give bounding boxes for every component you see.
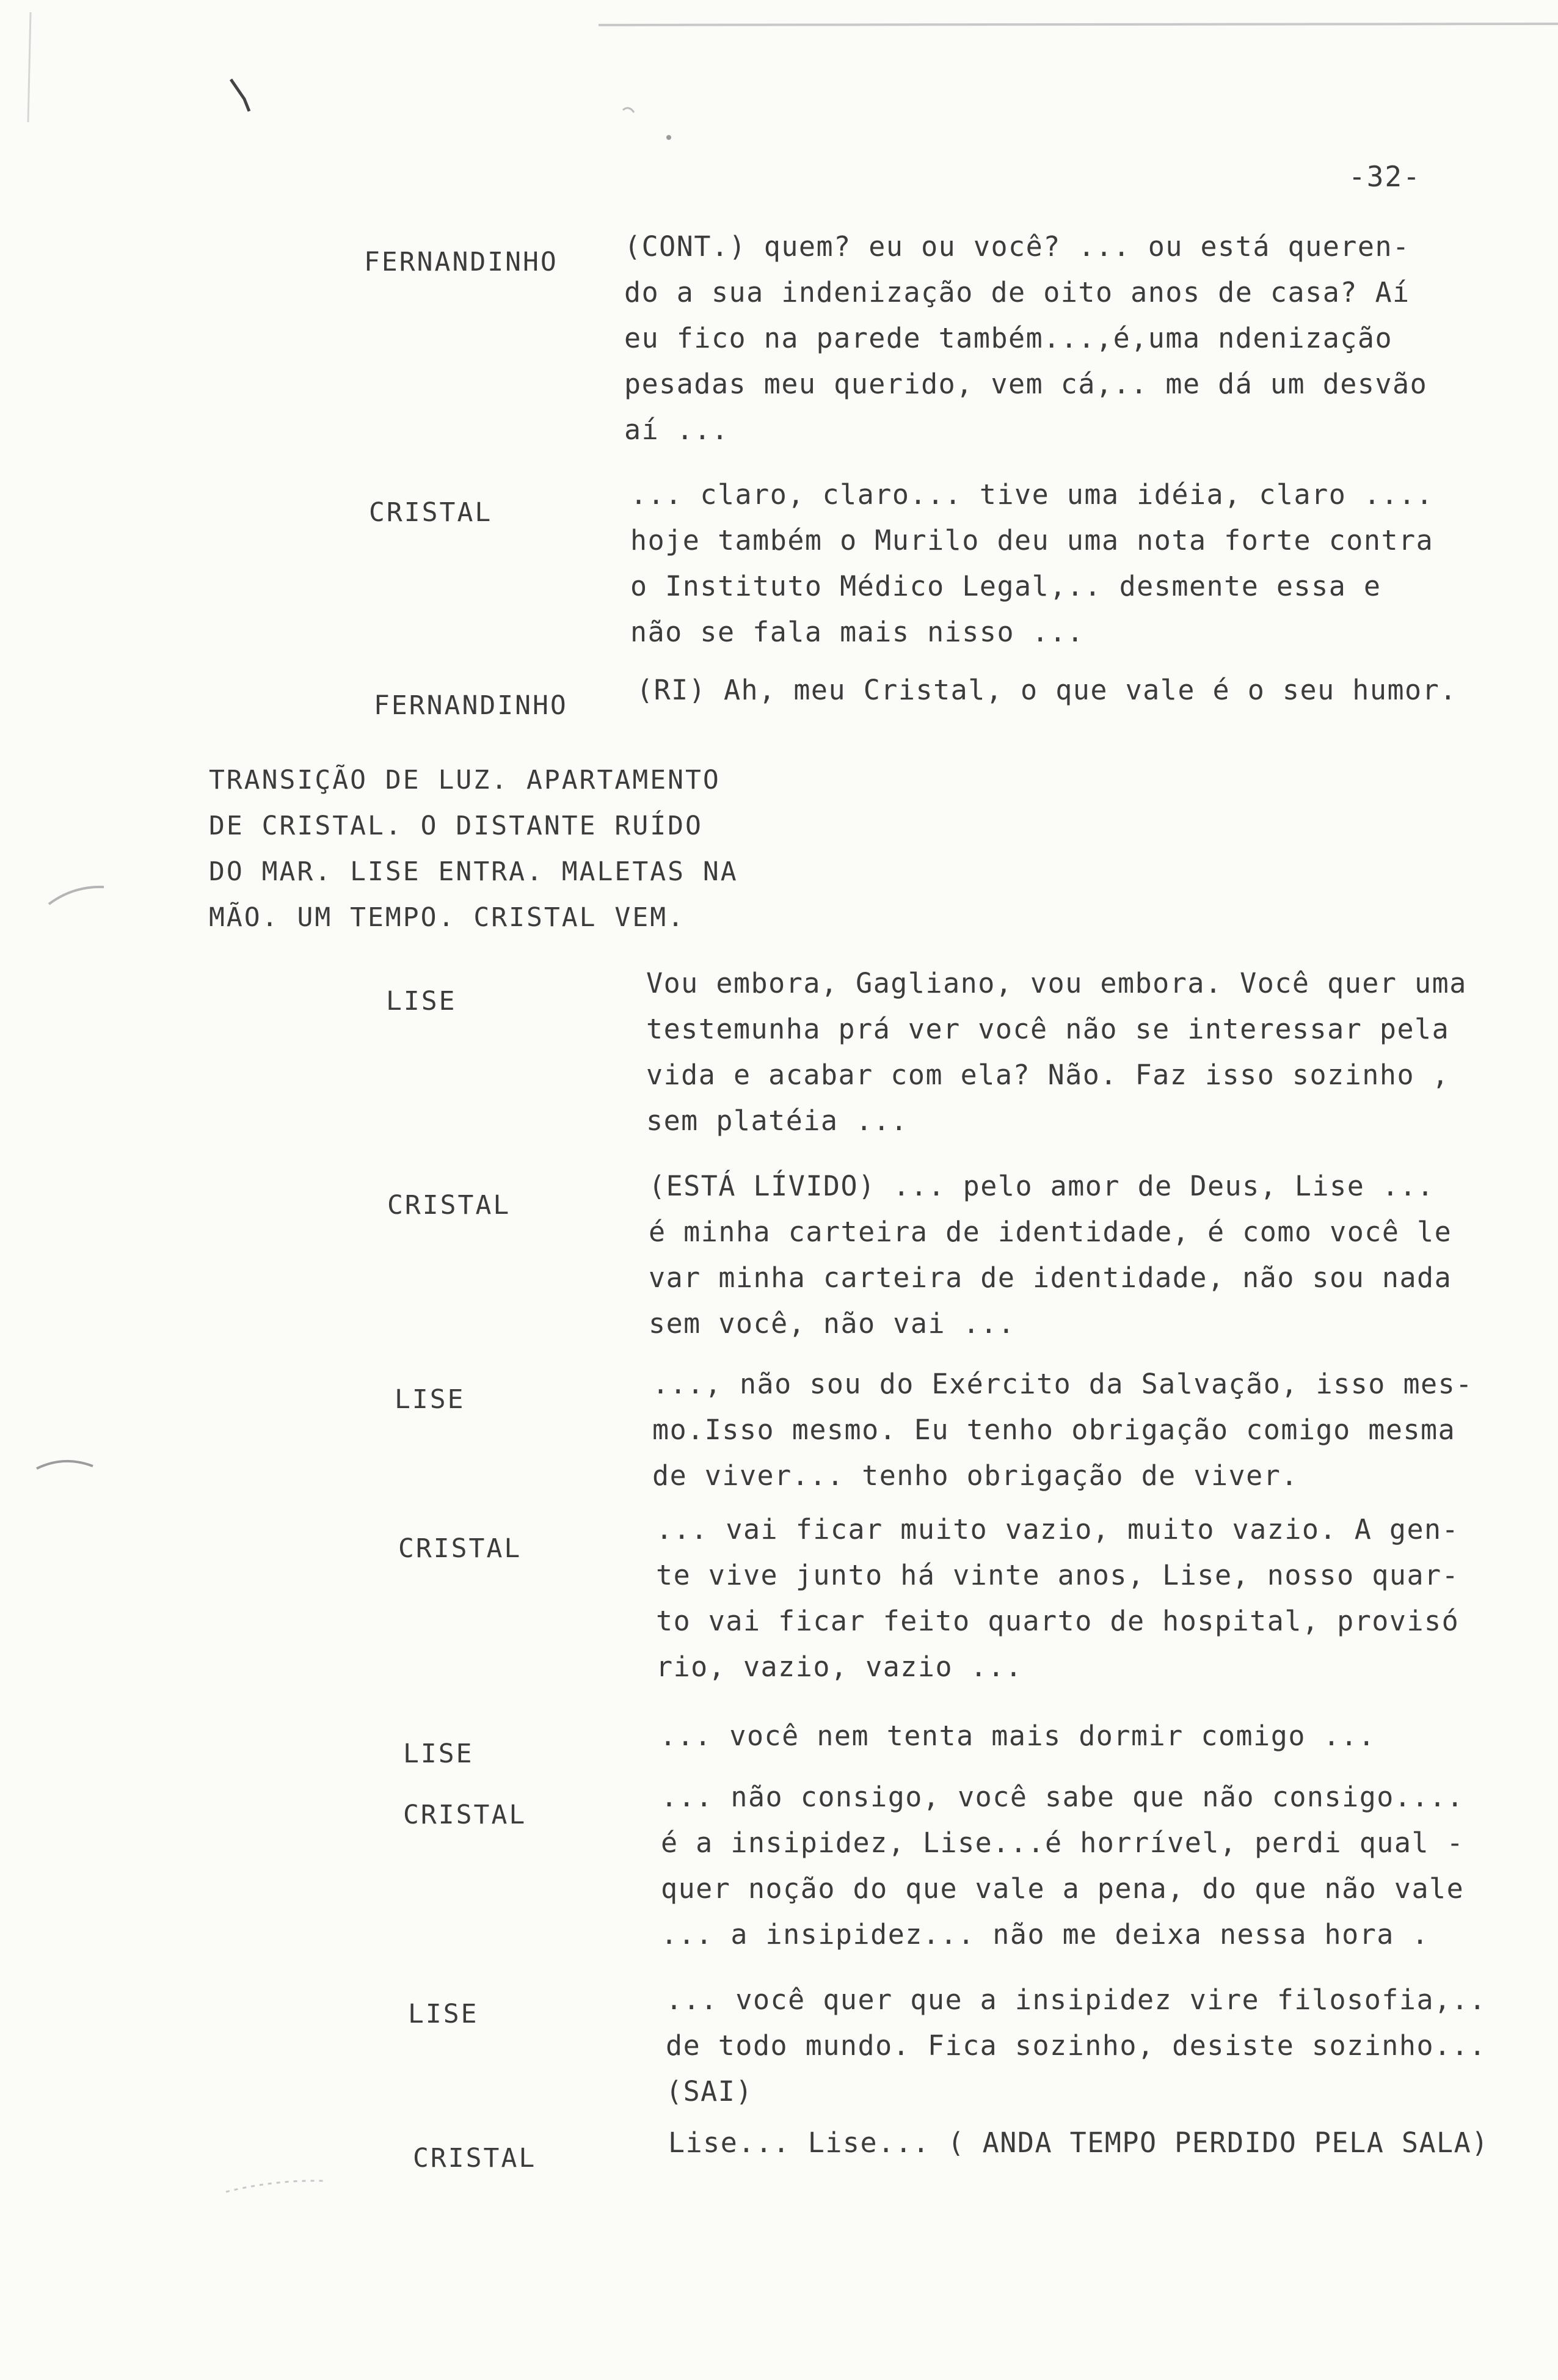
speech-line: é a insipidez, Lise...é horrível, perdi qual - (661, 1827, 1465, 1859)
stage-direction (209, 757, 738, 941)
scan-artifact-left-edge (6, 6, 43, 128)
speaker-label: CRISTAL (398, 1533, 522, 1564)
speech-line: Lise... Lise... ( ANDA TEMPO PERDIDO PELA SALA) (668, 2126, 1489, 2159)
speech-block (660, 1713, 1558, 1759)
stage-direction-line: TRANSIÇÃO DE LUZ. APARTAMENTO (209, 765, 721, 795)
speech-block (636, 667, 1558, 713)
stage-direction-line: DE CRISTAL. O DISTANTE RUÍDO (209, 811, 703, 841)
scan-artifact-top-line (599, 21, 1558, 29)
margin-mark-2 (31, 1448, 98, 1478)
speaker-label: CRISTAL (369, 497, 493, 528)
speech-block (656, 1506, 1558, 1690)
speaker-label: LISE (403, 1739, 474, 1769)
speaker-label: LISE (395, 1384, 465, 1415)
speech-block (649, 1163, 1558, 1346)
speech-line: ... você quer que a insipidez vire filosofia,.. (666, 1984, 1487, 2016)
speech-line: var minha carteira de identidade, não sou nada (649, 1261, 1452, 1294)
speech-line: ... a insipidez... não me deixa nessa hora . (661, 1918, 1430, 1951)
speech-line: mo.Isso mesmo. Eu tenho obrigação comigo mesma (652, 1414, 1456, 1446)
stray-dot-mark (611, 92, 684, 147)
speech-line: te vive junto há vinte anos, Lise, nosso quar- (656, 1559, 1460, 1591)
stage-direction-line: MÃO. UM TEMPO. CRISTAL VEM. (209, 902, 685, 933)
speech-line: ... não consigo, você sabe que não consigo.... (661, 1781, 1465, 1813)
speaker-label: FERNANDINHO (374, 690, 568, 721)
speech-line: vida e acabar com ela? Não. Faz isso sozinho , (646, 1059, 1450, 1091)
margin-mark-3 (220, 2175, 330, 2199)
speaker-label: CRISTAL (403, 1800, 527, 1830)
page-number: -32- (1349, 160, 1421, 193)
speech-line: ..., não sou do Exército da Salvação, isso mes- (652, 1368, 1473, 1400)
speech-line: Vou embora, Gagliano, vou embora. Você quer uma (646, 967, 1467, 999)
stage-direction-line: DO MAR. LISE ENTRA. MALETAS NA (209, 856, 738, 887)
speech-line: (ESTÁ LÍVIDO) ... pelo amor de Deus, Lise ... (649, 1170, 1435, 1202)
speech-line: rio, vazio, vazio ... (656, 1651, 1023, 1683)
speech-block (630, 472, 1558, 655)
speaker-label: LISE (408, 1999, 479, 2029)
speech-block (646, 960, 1558, 1144)
speech-line: de todo mundo. Fica sozinho, desiste sozinho... (666, 2029, 1487, 2062)
speech-block (668, 2120, 1558, 2166)
margin-mark-1 (43, 880, 110, 916)
speech-line: to vai ficar feito quarto de hospital, provisó (656, 1605, 1460, 1637)
speech-line: eu fico na parede também...,é,uma ndenização (624, 322, 1393, 354)
speech-block (661, 1774, 1558, 1957)
speech-block (652, 1361, 1558, 1498)
speaker-label: LISE (386, 986, 457, 1017)
speech-line: hoje também o Murilo deu uma nota forte contra (630, 524, 1434, 557)
speech-line: sem você, não vai ... (649, 1307, 1016, 1340)
speaker-label: CRISTAL (387, 1190, 511, 1221)
speech-line: de viver... tenho obrigação de viver. (652, 1459, 1298, 1492)
speech-line: (SAI) (666, 2075, 753, 2108)
speech-line: ... claro, claro... tive uma idéia, claro .... (630, 478, 1434, 511)
speaker-label: FERNANDINHO (364, 247, 558, 277)
speech-line: (RI) Ah, meu Cristal, o que vale é o seu humor. (636, 674, 1457, 706)
speech-line: do a sua indenização de oito anos de casa? Aí (624, 276, 1410, 308)
speech-line: não se fala mais nisso ... (630, 616, 1085, 648)
speech-line: ... você nem tenta mais dormir comigo ... (660, 1720, 1376, 1752)
speech-block (666, 1977, 1558, 2114)
speech-line: pesadas meu querido, vem cá,.. me dá um desvão (624, 368, 1428, 400)
speech-line: sem platéia ... (646, 1104, 908, 1137)
speech-line: ... vai ficar muito vazio, muito vazio. A gen- (656, 1513, 1460, 1546)
speech-line: testemunha prá ver você não se interessar pela (646, 1013, 1450, 1045)
speech-line: (CONT.) quem? eu ou você? ... ou está queren- (624, 230, 1410, 263)
speech-line: o Instituto Médico Legal,.. desmente essa e (630, 570, 1381, 602)
speaker-label: CRISTAL (413, 2143, 537, 2174)
speech-line: é minha carteira de identidade, é como você le (649, 1216, 1452, 1248)
speech-line: quer noção do que vale a pena, do que não vale (661, 1872, 1465, 1905)
speech-block (624, 224, 1558, 453)
stray-pen-mark (226, 73, 263, 116)
speech-line: aí ... (624, 414, 729, 446)
